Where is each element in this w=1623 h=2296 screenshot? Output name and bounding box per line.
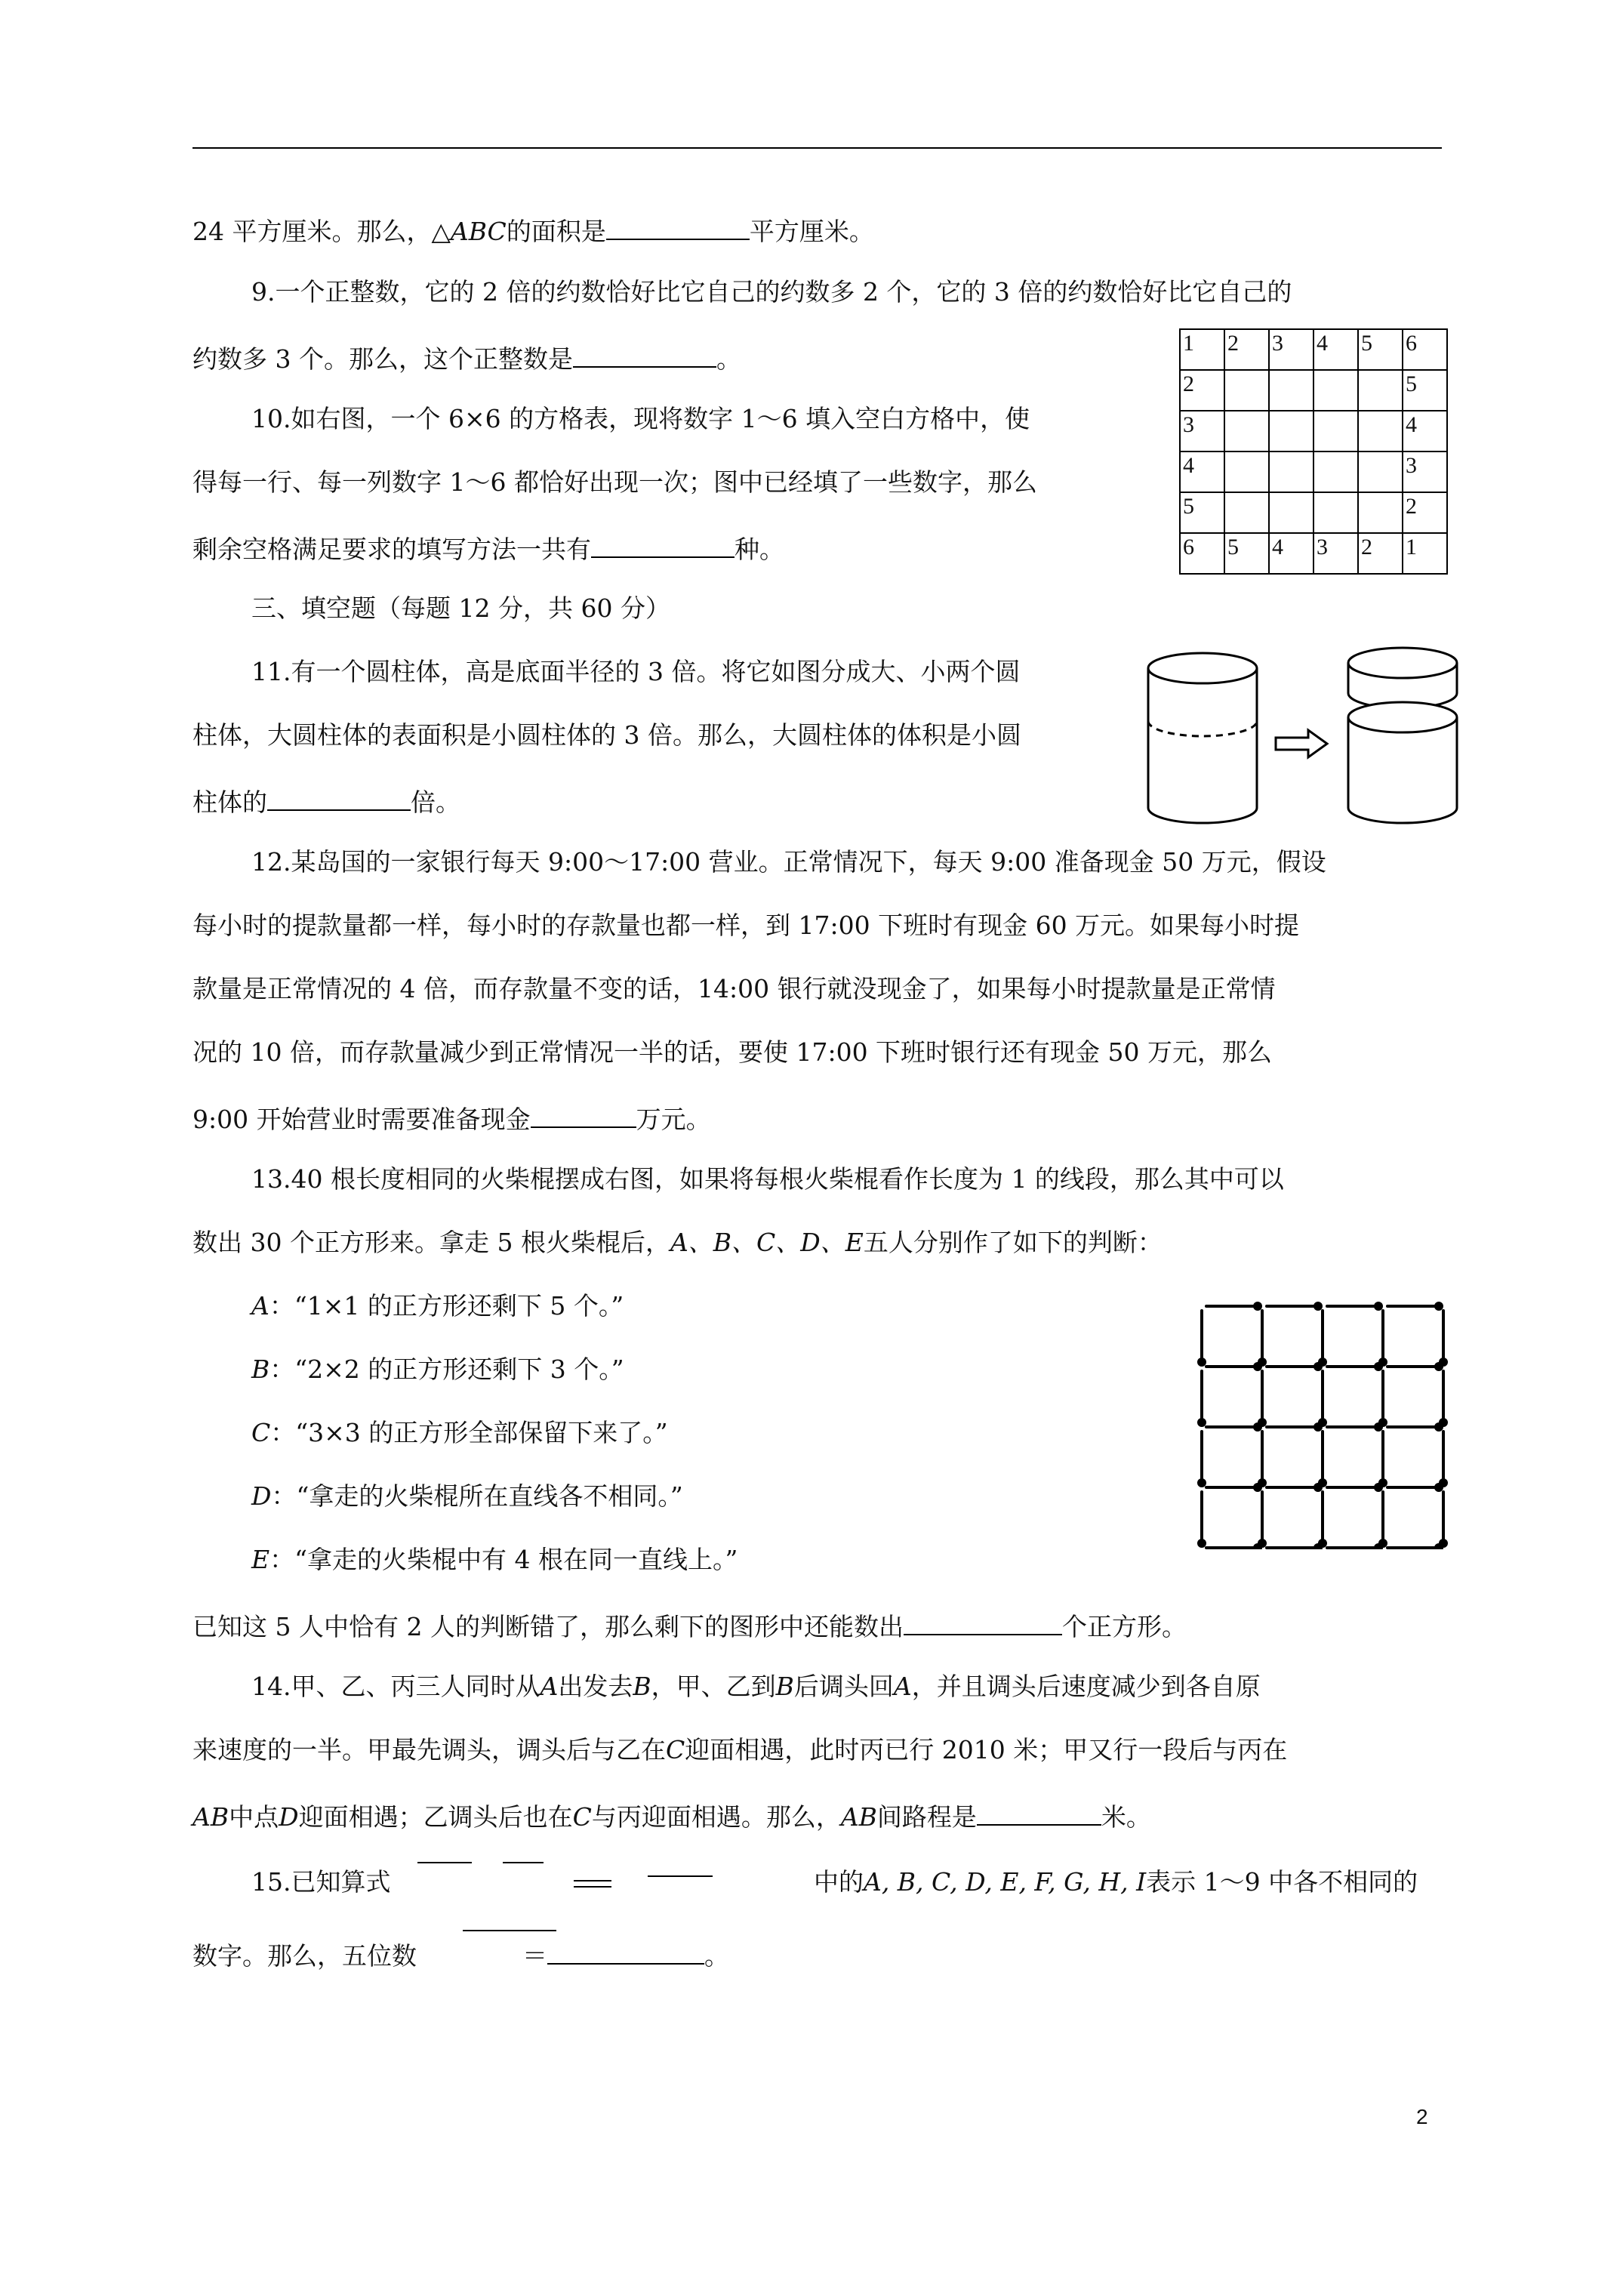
grid-cell: 5 [1403, 370, 1447, 411]
text: 后调头回 [793, 1672, 894, 1701]
judgment-e [251, 1545, 738, 1575]
grid-cell [1224, 492, 1269, 533]
question-14-line-2 [192, 1735, 1287, 1765]
judgment-c [251, 1418, 668, 1448]
text: 况的 10 倍，而存款量减少到正常情况一半的话，要使 17:00 下班时银行还有现金 50 万元，那么 [192, 1037, 1273, 1067]
grid-cell: 2 [1403, 492, 1447, 533]
section-3-heading [251, 593, 670, 624]
matchstick-head [1320, 1359, 1326, 1365]
matchstick-head [1320, 1419, 1326, 1425]
question-13-line-1 [251, 1164, 1284, 1194]
question-13-line-2 [192, 1228, 1163, 1258]
text: 来速度的一半。甲最先调头，调头后与乙在 [192, 1735, 666, 1764]
text: 柱体的 [192, 787, 267, 817]
text: 10.如右图，一个 6×6 的方格表，现将数字 1～6 填入空白方格中，使 [251, 404, 1030, 433]
math-var: A [540, 1672, 559, 1701]
answer-blank[interactable] [267, 784, 411, 811]
header-rule [192, 147, 1442, 149]
question-11-line-1 [251, 657, 1020, 687]
math-var: B [775, 1672, 794, 1701]
text: 五人分别作了如下的判断： [863, 1228, 1163, 1257]
grid-cell: 4 [1269, 533, 1313, 574]
question-12-line-5 [192, 1101, 711, 1135]
question-14-line-1 [251, 1672, 1261, 1702]
matchstick-head [1259, 1480, 1265, 1486]
grid-cell [1224, 370, 1269, 411]
question-11-line-2 [192, 720, 1021, 750]
text: ：“拿走的火柴棍所在直线各不相同。” [271, 1481, 683, 1511]
matchstick-head [1199, 1359, 1205, 1365]
matchstick-head [1440, 1540, 1446, 1546]
cylinder-top [1148, 653, 1257, 683]
text: ：“3×3 的正方形全部保留下来了。” [270, 1418, 668, 1447]
grid-row [1180, 492, 1447, 533]
matchstick-head [1375, 1303, 1381, 1309]
answer-blank[interactable] [606, 213, 750, 240]
overline-mark [648, 1875, 713, 1877]
text: 出发去 [558, 1672, 633, 1701]
question-11-line-3 [192, 784, 460, 818]
grid-cell: 4 [1180, 451, 1224, 492]
matchstick-head [1199, 1480, 1205, 1486]
overline-mark [463, 1930, 556, 1931]
grid-cell: 3 [1313, 533, 1358, 574]
text: 12.某岛国的一家银行每天 9:00～17:00 营业。正常情况下，每天 9:00 准备现金 50 万元，假设 [251, 847, 1326, 877]
matchstick-head [1259, 1419, 1265, 1425]
math-var: D [279, 1802, 299, 1832]
matchstick-head [1380, 1540, 1386, 1546]
grid-cell: 3 [1403, 451, 1447, 492]
answer-blank[interactable] [977, 1798, 1101, 1826]
grid-cell [1358, 411, 1403, 451]
grid-row [1180, 329, 1447, 370]
question-15-line-1 [814, 1867, 1418, 1897]
math-var: ABC [450, 217, 507, 246]
matchstick-head [1320, 1480, 1326, 1486]
math-var: B [633, 1672, 651, 1701]
grid-cell [1313, 451, 1358, 492]
grid-cell [1313, 411, 1358, 451]
grid-cell: 1 [1403, 533, 1447, 574]
text-line [192, 213, 874, 247]
matchstick-head [1436, 1303, 1442, 1309]
grid-row [1180, 533, 1447, 574]
grid-cell [1313, 492, 1358, 533]
matchstick-head [1320, 1540, 1326, 1546]
matchstick-head [1440, 1480, 1446, 1486]
answer-blank[interactable] [591, 531, 735, 558]
text: ：“拿走的火柴棍中有 4 根在同一直线上。” [269, 1545, 738, 1574]
text: 米。 [1101, 1802, 1151, 1832]
text: 剩余空格满足要求的填写方法一共有 [192, 535, 591, 564]
grid-row [1180, 451, 1447, 492]
math-var: C [251, 1418, 271, 1447]
text: ：“2×2 的正方形还剩下 3 个。” [269, 1354, 624, 1384]
text: 的面积是 [506, 217, 606, 246]
text: 24 平方厘米。那么，△ [192, 217, 451, 246]
question-12-line-4 [192, 1037, 1272, 1068]
text: 迎面相遇，此时丙已行 2010 米；甲又行一段后与丙在 [685, 1735, 1288, 1764]
question-9-line-2 [192, 341, 741, 374]
text: 9:00 开始营业时需要准备现金 [192, 1105, 531, 1134]
equals-mark [574, 1886, 611, 1888]
number-grid-6x6 [1179, 328, 1448, 575]
text: 15.已知算式 [251, 1867, 391, 1897]
text: 每小时的提款量都一样，每小时的存款量也都一样，到 17:00 下班时有现金 60 万元。如果每小时提 [192, 911, 1300, 940]
grid-cell: 5 [1180, 492, 1224, 533]
grid-cell: 1 [1180, 329, 1224, 370]
text: 倍。 [411, 787, 460, 817]
text: 中点 [229, 1802, 279, 1832]
math-var: E [251, 1545, 270, 1574]
grid-cell [1224, 411, 1269, 451]
text: 约数多 3 个。那么，这个正整数是 [192, 344, 573, 374]
judgment-a [251, 1291, 624, 1321]
judgment-d [251, 1481, 683, 1512]
question-10-line-3 [192, 531, 784, 565]
grid-cell [1269, 451, 1313, 492]
grid-cell: 2 [1180, 370, 1224, 411]
cylinder-split-figure [1146, 642, 1463, 831]
grid-cell [1269, 370, 1313, 411]
math-var: A [251, 1291, 269, 1321]
question-10-line-2 [192, 467, 1037, 498]
matchstick-head [1315, 1303, 1321, 1309]
math-var: A, B, C, D, E, F, G, H, I [864, 1867, 1147, 1897]
text: 迎面相遇；乙调头后也在 [298, 1802, 573, 1832]
text: 款量是正常情况的 4 倍，而存款量不变的话，14:00 银行就没现金了，如果每小时提款量是正常情 [192, 974, 1276, 1003]
matchstick-head [1199, 1419, 1205, 1425]
text: 柱体，大圆柱体的表面积是小圆柱体的 3 倍。那么，大圆柱体的体积是小圆 [192, 720, 1021, 750]
cut-line [1148, 721, 1257, 736]
grid-cell [1313, 370, 1358, 411]
text: 间路程是 [876, 1802, 977, 1832]
math-var: A [893, 1672, 912, 1701]
grid-cell: 4 [1313, 329, 1358, 370]
answer-blank[interactable] [904, 1608, 1062, 1635]
text: 得每一行、每一列数字 1～6 都恰好出现一次；图中已经填了一些数字，那么 [192, 467, 1037, 497]
grid-cell: 4 [1403, 411, 1447, 451]
grid-cell: 5 [1358, 329, 1403, 370]
matchstick-head [1259, 1359, 1265, 1365]
math-var: D [251, 1481, 272, 1511]
grid-cell [1269, 411, 1313, 451]
overline-mark [417, 1862, 472, 1863]
math-var: A、B、C、D、E [670, 1228, 864, 1257]
question-13-line-last [192, 1608, 1187, 1642]
grid-row [1180, 411, 1447, 451]
matchstick-head [1380, 1480, 1386, 1486]
text: ，甲、乙到 [651, 1672, 776, 1701]
matchstick-head [1259, 1540, 1265, 1546]
text: 三、填空题（每题 12 分，共 60 分） [251, 593, 670, 623]
question-15-line-2 [192, 1937, 729, 1971]
grid-row [1180, 370, 1447, 411]
text: 数出 30 个正方形来。拿走 5 根火柴棍后， [192, 1228, 670, 1257]
math-var: AB [840, 1802, 877, 1832]
grid-cell: 3 [1269, 329, 1313, 370]
matchstick-grid-figure [1196, 1300, 1449, 1549]
text: 中的 [814, 1867, 864, 1897]
text: 。 [716, 344, 741, 374]
grid-cell [1358, 370, 1403, 411]
question-14-line-3 [192, 1798, 1151, 1832]
math-var: C [572, 1802, 592, 1832]
text: 个正方形。 [1061, 1612, 1187, 1641]
text: 种。 [735, 535, 784, 564]
text: 数字。那么，五位数 [192, 1941, 417, 1971]
question-9-line-1 [251, 277, 1292, 307]
question-12-line-3 [192, 974, 1276, 1004]
equals-mark [574, 1880, 611, 1881]
grid-cell: 6 [1180, 533, 1224, 574]
text: 11.有一个圆柱体，高是底面半径的 3 倍。将它如图分成大、小两个圆 [251, 657, 1021, 686]
grid-cell [1269, 492, 1313, 533]
text: ：“1×1 的正方形还剩下 5 个。” [269, 1291, 624, 1321]
question-10-line-1 [251, 404, 1030, 434]
answer-blank[interactable] [531, 1101, 636, 1128]
matchstick-head [1199, 1540, 1205, 1546]
grid-cell [1358, 492, 1403, 533]
text: 13.40 根长度相同的火柴棍摆成右图，如果将每根火柴棍看作长度为 1 的线段，那么其中可以 [251, 1164, 1284, 1194]
answer-blank[interactable] [547, 1937, 704, 1965]
math-var: C [666, 1735, 685, 1764]
answer-blank[interactable] [573, 341, 716, 368]
grid-cell: 3 [1180, 411, 1224, 451]
text: ＝ [522, 1941, 547, 1971]
right-arrow-icon [1276, 730, 1327, 757]
math-var: B [251, 1354, 270, 1384]
grid-cell: 6 [1403, 329, 1447, 370]
text: 平方厘米。 [749, 217, 874, 246]
matchstick-head [1380, 1419, 1386, 1425]
matchstick-head [1255, 1303, 1261, 1309]
text: 万元。 [636, 1105, 711, 1134]
text: 与丙迎面相遇。那么， [591, 1802, 841, 1832]
grid-cell: 2 [1224, 329, 1269, 370]
grid-cell [1224, 451, 1269, 492]
text: 已知这 5 人中恰有 2 人的判断错了，那么剩下的图形中还能数出 [192, 1612, 904, 1641]
text: 。 [704, 1941, 729, 1971]
text: ，并且调头后速度减少到各自原 [911, 1672, 1261, 1701]
grid-cell: 2 [1358, 533, 1403, 574]
overline-mark [503, 1862, 544, 1863]
matchstick-head [1440, 1359, 1446, 1365]
text: 表示 1～9 中各不相同的 [1146, 1867, 1418, 1897]
question-12-line-1 [251, 847, 1326, 877]
question-15-prefix [251, 1867, 390, 1897]
judgment-b [251, 1354, 624, 1385]
math-var: AB [192, 1802, 229, 1832]
matchstick-head [1440, 1419, 1446, 1425]
grid-cell: 5 [1224, 533, 1269, 574]
page-number: 2 [1416, 2105, 1428, 2128]
text: 9.一个正整数，它的 2 倍的约数恰好比它自己的约数多 2 个，它的 3 倍的约数恰好比它自己的 [251, 277, 1292, 307]
text: 14.甲、乙、丙三人同时从 [251, 1672, 540, 1701]
grid-cell [1358, 451, 1403, 492]
question-12-line-2 [192, 911, 1299, 941]
matchstick-head [1380, 1359, 1386, 1365]
